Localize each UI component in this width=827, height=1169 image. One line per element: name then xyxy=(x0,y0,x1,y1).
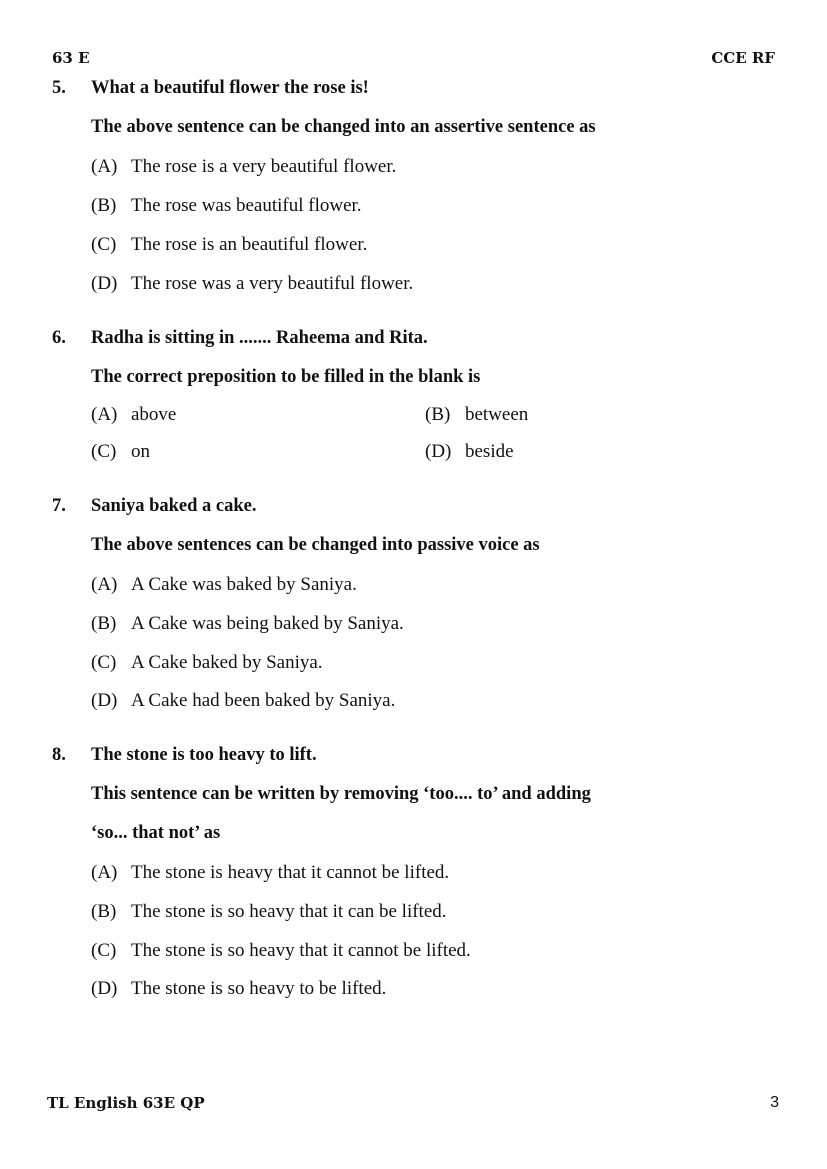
page-number: 3 xyxy=(770,1094,779,1111)
option-label: (D) xyxy=(91,690,118,711)
question-number: 8. xyxy=(52,745,66,765)
option-text: A Cake baked by Saniya. xyxy=(131,652,323,673)
option-text: The stone is so heavy that it can be lifted. xyxy=(131,901,447,922)
question-stem: The stone is too heavy to lift. xyxy=(91,745,317,765)
header-series: CCE RF xyxy=(711,49,775,67)
option-label: (B) xyxy=(425,404,451,425)
option-text: The rose was beautiful flower. xyxy=(131,195,362,216)
option-text: A Cake was being baked by Saniya. xyxy=(131,613,404,634)
option-label: (B) xyxy=(91,901,117,922)
option-text: A Cake had been baked by Saniya. xyxy=(131,690,396,711)
header-code: 63 E xyxy=(52,49,90,67)
option-text: The rose is an beautiful flower. xyxy=(131,234,368,255)
option-text: The stone is heavy that it cannot be lifted. xyxy=(131,862,450,883)
option-label: (D) xyxy=(91,978,118,999)
option-label: (C) xyxy=(91,234,117,255)
option-label: (B) xyxy=(91,613,117,634)
option-b xyxy=(425,404,528,426)
option-b xyxy=(91,901,447,923)
question-instruction: The above sentence can be changed into an assertive sentence as xyxy=(91,117,596,137)
question-number: 5. xyxy=(52,78,66,98)
option-text: on xyxy=(131,441,150,462)
option-c xyxy=(91,441,150,463)
option-label: (A) xyxy=(91,574,118,595)
option-text: The rose is a very beautiful flower. xyxy=(131,156,397,177)
option-a xyxy=(91,574,357,596)
footer-paper-code: TL English 63E QP xyxy=(47,1094,205,1112)
option-text: A Cake was baked by Saniya. xyxy=(131,574,357,595)
question-stem: Radha is sitting in ....... Raheema and Rita. xyxy=(91,328,428,348)
option-label: (D) xyxy=(91,273,118,294)
option-d xyxy=(425,441,514,463)
option-a xyxy=(91,156,396,178)
question-instruction-continued: ‘so... that not’ as xyxy=(91,823,221,843)
option-text: The stone is so heavy to be lifted. xyxy=(131,978,387,999)
option-text: above xyxy=(131,404,177,425)
question-number: 7. xyxy=(52,496,66,516)
option-label: (D) xyxy=(425,441,452,462)
question-stem: What a beautiful flower the rose is! xyxy=(91,78,369,98)
option-c xyxy=(91,940,471,962)
option-c xyxy=(91,234,367,256)
option-text: beside xyxy=(465,441,514,462)
option-text: between xyxy=(465,404,529,425)
question-instruction: The correct preposition to be filled in the blank is xyxy=(91,367,481,387)
option-label: (B) xyxy=(91,195,117,216)
option-label: (A) xyxy=(91,156,118,177)
question-instruction: This sentence can be written by removing ‘too.... to’ and adding xyxy=(91,784,591,804)
option-d xyxy=(91,978,386,1000)
option-text: The rose was a very beautiful flower. xyxy=(131,273,414,294)
option-b xyxy=(91,613,404,635)
option-d xyxy=(91,690,395,712)
question-instruction: The above sentences can be changed into passive voice as xyxy=(91,535,540,555)
option-a xyxy=(91,404,176,426)
option-text: The stone is so heavy that it cannot be lifted. xyxy=(131,940,471,961)
option-label: (C) xyxy=(91,441,117,462)
option-label: (A) xyxy=(91,404,118,425)
question-number: 6. xyxy=(52,328,66,348)
question-stem: Saniya baked a cake. xyxy=(91,496,257,516)
option-label: (A) xyxy=(91,862,118,883)
option-d xyxy=(91,273,413,295)
option-b xyxy=(91,195,362,217)
option-label: (C) xyxy=(91,940,117,961)
option-a xyxy=(91,862,449,884)
option-c xyxy=(91,652,323,674)
option-label: (C) xyxy=(91,652,117,673)
